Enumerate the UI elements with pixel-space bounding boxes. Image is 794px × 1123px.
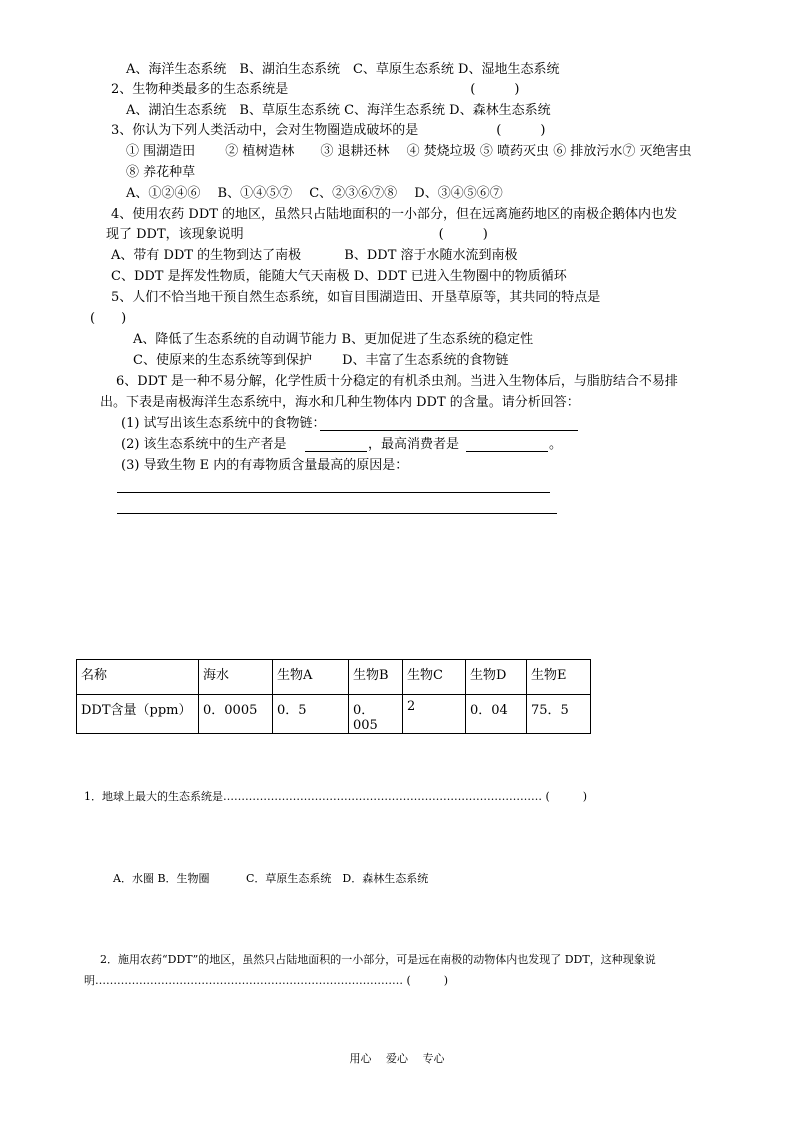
table-row	[77, 695, 591, 734]
q5-options-cd: C、使原来的生态系统等到保护 D、丰富了生态系统的食物链	[133, 353, 509, 368]
q1-options: A、海洋生态系统 B、湖泊生态系统 C、草原生态系统 D、湿地生态系统	[126, 62, 560, 77]
lower-q2-stem-cont: 明………………………………………………………………………… ( )	[84, 974, 449, 987]
table-cell: 0．0005	[199, 695, 273, 734]
table-cell: DDT含量（ppm）	[77, 695, 199, 734]
q6-sub2-part2: ，最高消费者是	[368, 437, 460, 452]
table-cell: 75．5	[527, 695, 591, 734]
q6-sub2-part1: (2) 该生态系统中的生产者是	[121, 437, 287, 452]
lower-q1-stem: 1．地球上最大的生态系统是…………………………………………………………………………… ( )	[84, 790, 588, 803]
table-cell: 2	[403, 695, 466, 734]
header-cell: 生物B	[349, 660, 403, 695]
q6-sub3-answer-line-1	[117, 492, 550, 493]
table-cell: 0．04	[466, 695, 527, 734]
q6-sub1: (1) 试写出该生态系统中的食物链：	[121, 416, 326, 431]
q6-sub2-consumer-line	[466, 451, 548, 452]
q2-stem: 2、生物种类最多的生态系统是 ( )	[111, 82, 520, 97]
header-cell: 生物D	[466, 660, 527, 695]
header-cell: 生物C	[403, 660, 466, 695]
header-cell: 海水	[199, 660, 273, 695]
q5-bracket: ( )	[90, 311, 127, 326]
header-cell: 名称	[77, 660, 199, 695]
q2-options: A、湖泊生态系统 B、草原生态系统 C、海洋生态系统 D、森林生态系统	[126, 103, 551, 118]
q6-sub2-end: 。	[549, 437, 563, 452]
table-cell: 0．005	[349, 695, 403, 734]
q3-items: ① 围湖造田 ② 植树造林 ③ 退耕还林 ④ 焚烧垃圾 ⑤ 喷药灭虫 ⑥ 排放污水⑦ 灭绝害虫	[126, 144, 692, 159]
ddt-table	[76, 659, 591, 734]
q4-stem-cont: 现了 DDT，该现象说明 ( )	[106, 227, 488, 242]
header-cell: 生物E	[527, 660, 591, 695]
q6-sub1-answer-line	[320, 430, 578, 431]
table-cell: 0．5	[273, 695, 349, 734]
header-cell: 生物A	[273, 660, 349, 695]
q6-sub3-answer-line-2	[117, 513, 557, 514]
q6-stem: 6、DDT 是一种不易分解，化学性质十分稳定的有机杀虫剂。当进入生物体后，与脂肪结合不易排	[116, 374, 678, 389]
lower-q1-options: A．水圈 B．生物圈 C．草原生态系统 D．森林生态系统	[113, 872, 429, 885]
q3-items-cont: ⑧ 养花种草	[126, 165, 196, 180]
q5-options-ab: A、降低了生态系统的自动调节能力 B、更加促进了生态系统的稳定性	[133, 332, 534, 347]
q3-stem: 3、你认为下列人类活动中，会对生物圈造成破坏的是 ( )	[111, 123, 546, 138]
q6-stem-cont: 出。下表是南极海洋生态系统中，海水和几种生物体内 DDT 的含量。请分析回答：	[100, 395, 580, 410]
q6-sub2-producer-line	[305, 451, 367, 452]
q6-sub3: (3) 导致生物 E 内的有毒物质含量最高的原因是：	[121, 458, 409, 473]
table-header-row	[77, 660, 591, 695]
lower-q2-stem: 2．施用农药“DDT”的地区，虽然只占陆地面积的一小部分，可是远在南极的动物体内也发现了 DDT，这种现象说	[100, 953, 656, 966]
q4-stem: 4、使用农药 DDT 的地区，虽然只占陆地面积的一小部分，但在远离施药地区的南极企鹅体内也发	[111, 207, 678, 222]
q4-options-ab: A、带有 DDT 的生物到达了南极 B、DDT 溶于水随水流到南极	[111, 248, 518, 263]
q3-options: A、①②④⑥ B、①④⑤⑦ C、②③⑥⑦⑧ D、③④⑤⑥⑦	[126, 186, 503, 201]
q5-stem: 5、人们不恰当地干预自然生态系统，如盲目围湖造田、开垦草原等，其共同的特点是	[111, 290, 601, 305]
q4-options-cd: C、DDT 是挥发性物质，能随大气天南极 D、DDT 已进入生物圈中的物质循环	[111, 269, 567, 284]
page-footer: 用心 爱心 专心	[349, 1052, 445, 1065]
